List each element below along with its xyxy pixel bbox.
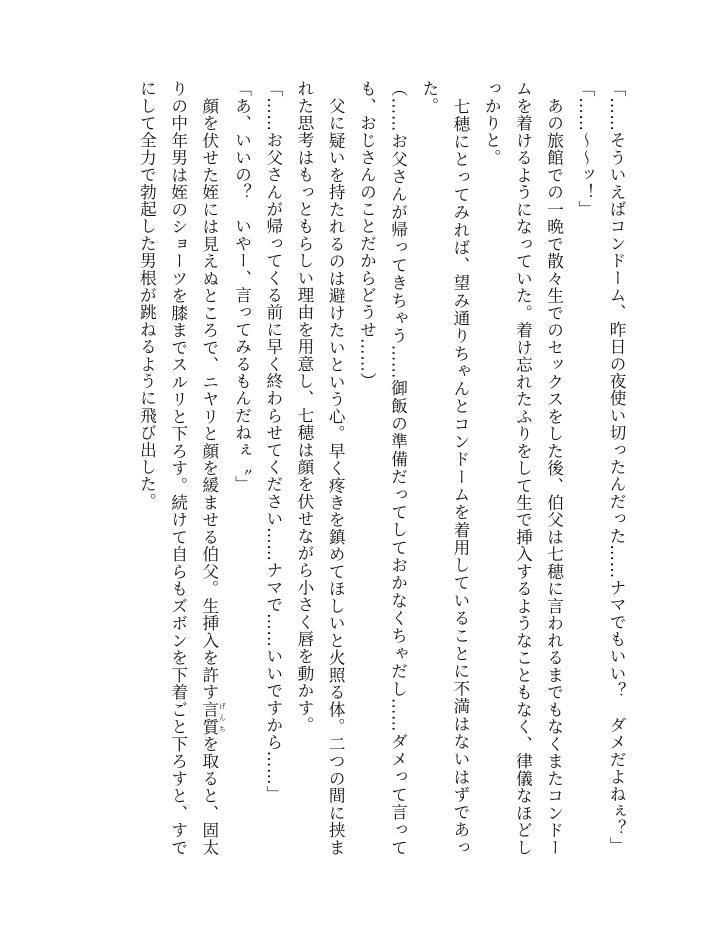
paragraph: 「……～～ッ！」 <box>575 80 595 218</box>
ruby-base: 言質 <box>199 700 219 736</box>
paragraph: 七穂にとってみれば、望み通りちゃんとコンドームを着用していることに不満はないはずであった。 <box>419 80 470 856</box>
vertical-text-body <box>131 80 632 856</box>
paragraph-part: を取ると、固太りの中年男は姪のショーツを膝までスルリと下ろす。続けて自らもズボンを下着ごと下ろすと、すでにして全力で勃起した男根が跳ねるように飛び出した。 <box>137 80 219 856</box>
paragraph: 「……お父さんが帰ってくる前に早く終わらせてください……ナマで……いいですから……」 <box>263 80 283 803</box>
ruby-reading: げんち <box>218 700 227 736</box>
paragraph: 「……そういえばコンドーム、昨日の夜使い切ったんだった……ナマでもいい？ ダメだよねぇ？」 <box>607 80 626 854</box>
paragraph-with-ruby <box>131 80 226 856</box>
paragraph: 「あ、いいの？ いやー、言ってみるもんだねぇ〝」 <box>232 80 252 493</box>
ruby-word <box>199 700 227 736</box>
paragraph: あの旅館での一晩で散々生でのセックスをした後、伯父は七穂に言われるまでもなくまたコンドームを着けるようになっていた。着け忘れたふりをして生で挿入するようなこともなく、律儀なほどしっかりと。 <box>482 80 564 856</box>
paragraph: （……お父さんが帰ってきちゃう……御飯の準備だってしておかなくちゃだし……ダメって言っても、おじさんのことだからどうせ……） <box>357 80 408 856</box>
paragraph: 父に疑いを持たれるのは避けたいという心。早く疼きを鎮めてほしいと火照る体。二つの間に挟まれた思考はもっともらしい理由を用意し、七穂は顔を伏せながら小さく唇を動かす。 <box>294 80 346 856</box>
paragraph-part: 顔を伏せた姪には見えぬところで、ニヤリと顔を緩ませる伯父。生挿入を許す <box>199 80 219 701</box>
